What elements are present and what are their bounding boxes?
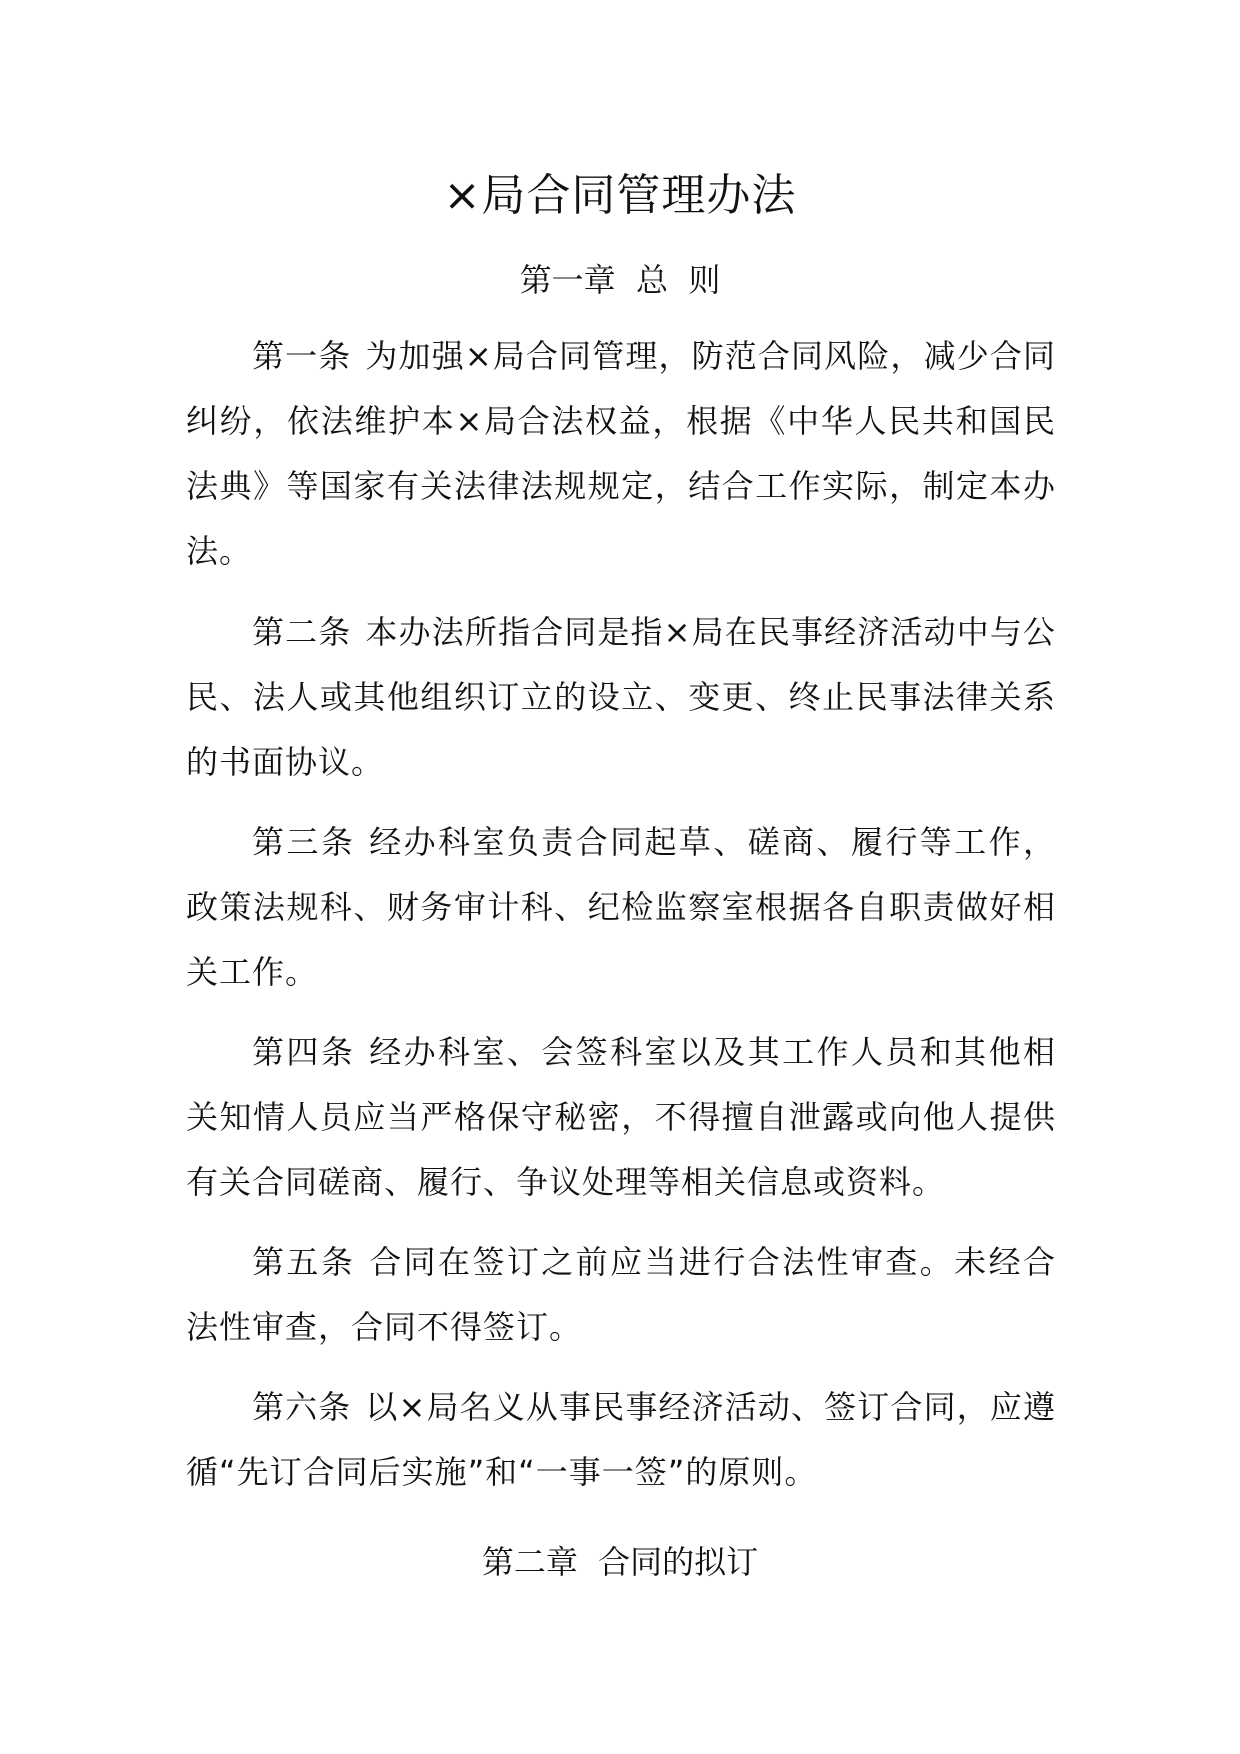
article-text: 经办科室、会签科室以及其工作人员和其他相关知情人员应当严格保守秘密，不得擅自泄露或向他人提供有关合同磋商、履行、争议处理等相关信息或资料。 <box>186 1033 1056 1201</box>
article-4 <box>186 1020 1056 1215</box>
chapter-heading-2: 第二章 合同的拟订 <box>481 1543 759 1581</box>
article-number: 第二条 <box>252 613 352 651</box>
article-1 <box>186 324 1056 584</box>
document-title: ×局合同管理办法 <box>443 170 797 221</box>
chapter-heading-1: 第一章 总 则 <box>519 261 721 299</box>
article-text: 合同在签订之前应当进行合法性审查。未经合法性审查，合同不得签订。 <box>186 1243 1056 1346</box>
article-number: 第一条 <box>252 337 352 375</box>
article-text: 为加强×局合同管理，防范合同风险，减少合同纠纷，依法维护本×局合法权益，根据《中华人民共和国民法典》等国家有关法律法规规定，结合工作实际，制定本办法。 <box>186 337 1056 570</box>
article-2 <box>186 600 1056 795</box>
article-number: 第三条 <box>252 823 356 861</box>
article-6 <box>186 1375 1056 1505</box>
article-number: 第五条 <box>252 1243 356 1281</box>
article-3 <box>186 810 1056 1005</box>
article-text: 本办法所指合同是指×局在民事经济活动中与公民、法人或其他组织订立的设立、变更、终止民事法律关系的书面协议。 <box>186 613 1056 781</box>
article-text: 经办科室负责合同起草、磋商、履行等工作，政策法规科、财务审计科、纪检监察室根据各自职责做好相关工作。 <box>186 823 1056 991</box>
article-number: 第六条 <box>252 1388 352 1426</box>
article-5 <box>186 1230 1056 1360</box>
article-number: 第四条 <box>252 1033 356 1071</box>
article-text: 以×局名义从事民事经济活动、签订合同，应遵循“先订合同后实施”和“一事一签”的原则。 <box>186 1388 1056 1491</box>
